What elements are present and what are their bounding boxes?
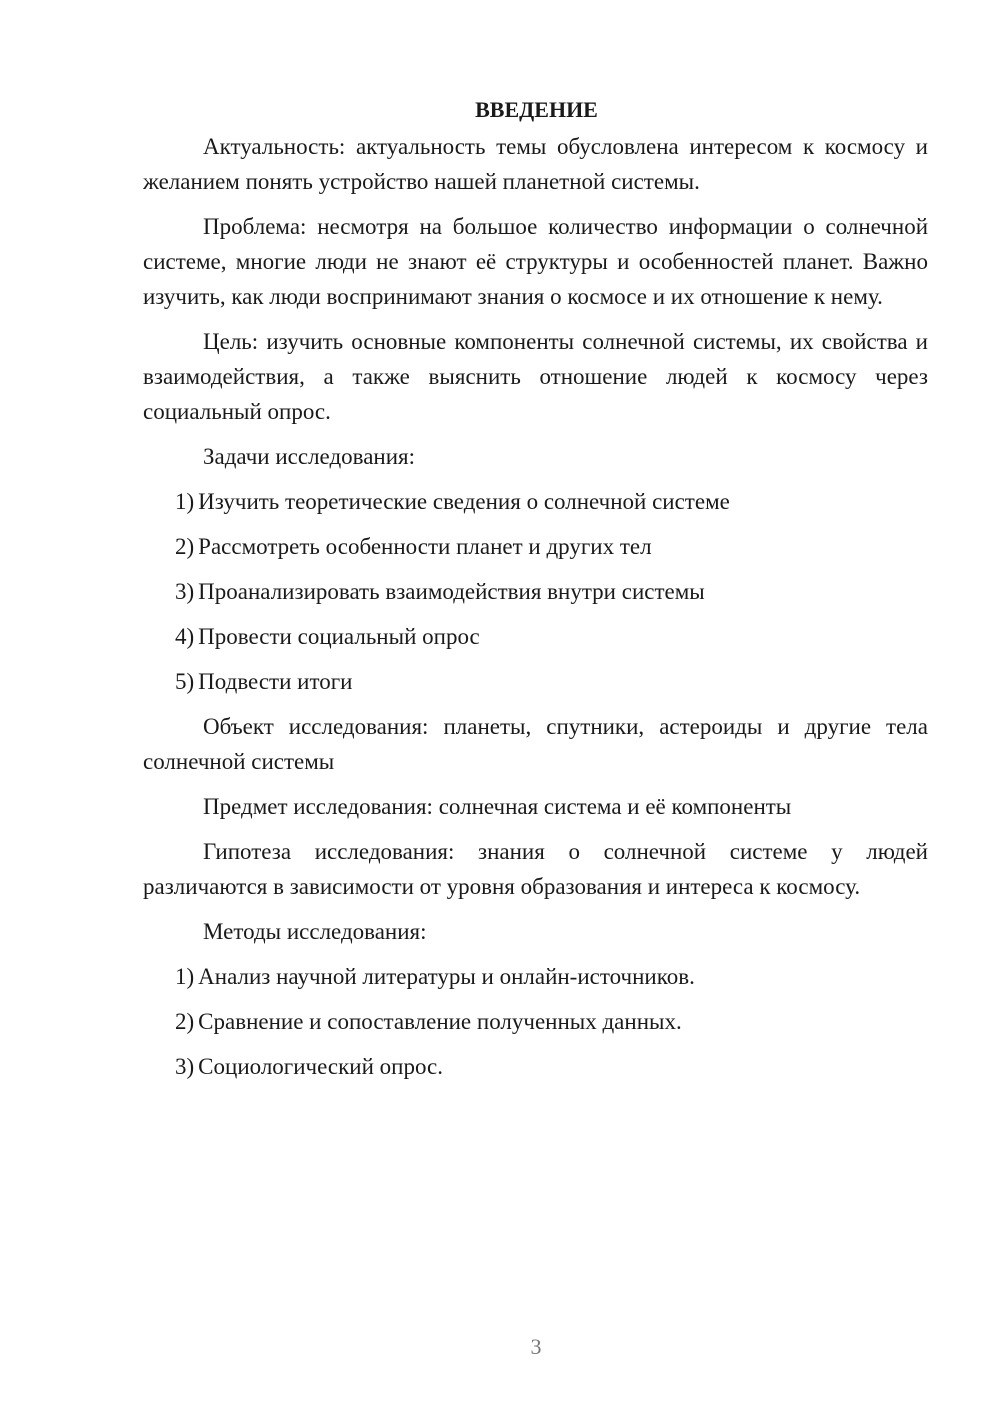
list-item-number: 2)	[175, 534, 195, 559]
methods-list	[143, 959, 928, 1084]
list-item-number: 3)	[175, 579, 195, 604]
list-item-task-2	[143, 529, 928, 564]
list-item-number: 2)	[175, 1009, 195, 1034]
list-item-number: 4)	[175, 624, 195, 649]
list-item-text: Рассмотреть особенности планет и других тел	[198, 534, 652, 559]
list-item-text: Анализ научной литературы и онлайн-источников.	[198, 964, 695, 989]
page-number: 3	[530, 1334, 542, 1359]
list-item-text: Подвести итоги	[198, 669, 353, 694]
list-item-task-4	[143, 619, 928, 654]
list-item-number: 5)	[175, 669, 195, 694]
list-item-task-3	[143, 574, 928, 609]
list-item-number: 3)	[175, 1054, 195, 1079]
tasks-list	[143, 484, 928, 699]
subject-paragraph: Предмет исследования: солнечная система и её компоненты	[203, 794, 792, 819]
list-item-text: Социологический опрос.	[198, 1054, 443, 1079]
list-item-text: Сравнение и сопоставление полученных данных.	[198, 1009, 682, 1034]
list-item-number: 1)	[175, 489, 195, 514]
list-item-method-3	[143, 1049, 928, 1084]
tasks-heading: Задачи исследования:	[203, 444, 416, 469]
list-item-number: 1)	[175, 964, 195, 989]
list-item-task-1	[143, 484, 928, 519]
goal-paragraph: Цель: изучить основные компоненты солнечной системы, их свойства и взаимодействия, а также выяснить отношение людей к космосу через социальный опрос.	[143, 329, 928, 424]
list-item-method-2	[143, 1004, 928, 1039]
hypothesis-paragraph: Гипотеза исследования: знания о солнечной системе у людей различаются в зависимости от уровня образования и интереса к космосу.	[143, 839, 928, 899]
list-item-text: Проанализировать взаимодействия внутри системы	[198, 579, 705, 604]
list-item-method-1	[143, 959, 928, 994]
page-title: ВВЕДЕНИЕ	[475, 97, 598, 122]
methods-heading: Методы исследования:	[203, 919, 427, 944]
problem-paragraph: Проблема: несмотря на большое количество информации о солнечной системе, многие люди не знают её структуры и особенностей планет. Важно изучить, как люди воспринимают знания о космосе и их отношение к нему.	[143, 214, 928, 309]
list-item-text: Изучить теоретические сведения о солнечной системе	[198, 489, 730, 514]
page-content	[143, 92, 928, 1094]
list-item-task-5	[143, 664, 928, 699]
object-paragraph: Объект исследования: планеты, спутники, астероиды и другие тела солнечной системы	[143, 714, 928, 774]
list-item-text: Провести социальный опрос	[198, 624, 480, 649]
relevance-paragraph: Актуальность: актуальность темы обусловлена интересом к космосу и желанием понять устройство нашей планетной системы.	[143, 134, 928, 194]
